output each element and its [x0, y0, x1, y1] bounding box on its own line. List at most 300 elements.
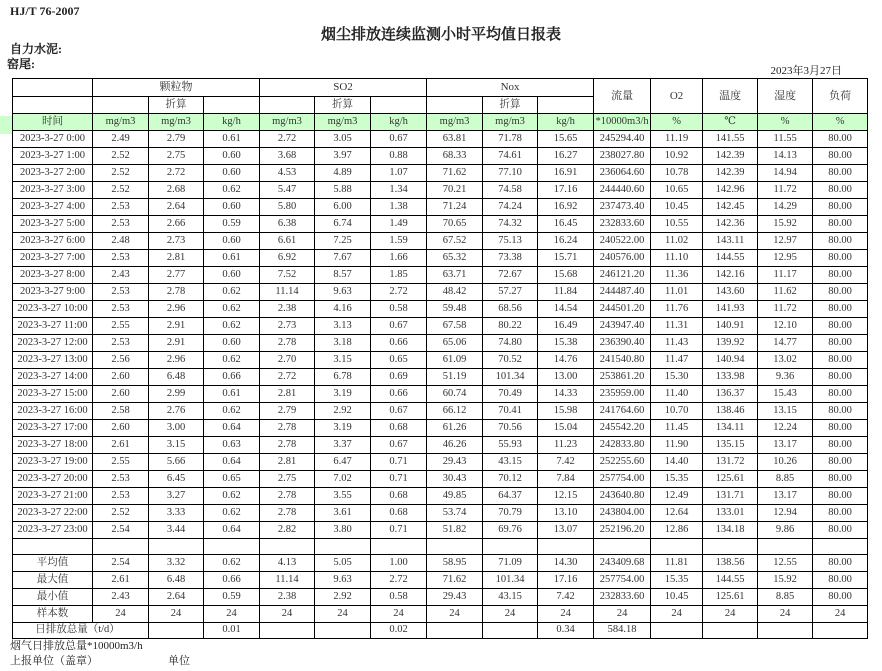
table-row	[13, 131, 868, 148]
value-cell: 80.00	[813, 216, 868, 233]
value-cell: 0.65	[371, 352, 427, 369]
value-cell: 3.00	[149, 420, 204, 437]
value-cell: 142.96	[703, 182, 758, 199]
value-cell: 6.61	[260, 233, 315, 250]
value-cell: 17.16	[538, 572, 594, 589]
value-cell: 2.52	[93, 182, 149, 199]
value-cell: 2.92	[315, 589, 371, 606]
value-cell: 2.53	[93, 301, 149, 318]
value-cell: 80.00	[813, 403, 868, 420]
value-cell: 0.62	[204, 301, 260, 318]
value-cell: 11.19	[651, 131, 703, 148]
value-cell: 68.56	[483, 301, 538, 318]
value-cell: 7.02	[315, 471, 371, 488]
value-cell: 70.52	[483, 352, 538, 369]
unit-cell: %	[651, 114, 703, 131]
value-cell: 140.91	[703, 318, 758, 335]
value-cell: 2.91	[149, 318, 204, 335]
value-cell: 12.24	[758, 420, 813, 437]
value-cell	[315, 623, 371, 639]
value-cell: 1.85	[371, 267, 427, 284]
value-cell: 0.62	[204, 352, 260, 369]
value-cell: 9.86	[758, 522, 813, 539]
value-cell: 80.00	[813, 454, 868, 471]
value-cell: 16.92	[538, 199, 594, 216]
value-cell: 6.47	[315, 454, 371, 471]
value-cell: 3.97	[315, 148, 371, 165]
value-cell: 43.15	[483, 454, 538, 471]
empty-cell	[93, 539, 149, 555]
summary-row	[13, 606, 868, 623]
value-cell: 2.38	[260, 589, 315, 606]
value-cell: 238027.80	[594, 148, 651, 165]
value-cell: 2.78	[149, 284, 204, 301]
table-row	[13, 233, 868, 250]
value-cell: 0.60	[204, 148, 260, 165]
value-cell: 2.64	[149, 589, 204, 606]
value-cell: 144.55	[703, 250, 758, 267]
value-cell: 77.10	[483, 165, 538, 182]
empty-cell	[538, 539, 594, 555]
empty-cell	[594, 539, 651, 555]
time-cell: 2023-3-27 9:00	[13, 284, 93, 301]
value-cell: 14.13	[758, 148, 813, 165]
value-cell: 14.76	[538, 352, 594, 369]
summary-row	[13, 555, 868, 572]
value-cell: 80.00	[813, 318, 868, 335]
value-cell: 11.14	[260, 572, 315, 589]
value-cell: 10.45	[651, 589, 703, 606]
value-cell: 80.00	[813, 471, 868, 488]
value-cell: 7.42	[538, 454, 594, 471]
value-cell: 24	[260, 606, 315, 623]
value-cell: 10.92	[651, 148, 703, 165]
value-cell: 24	[651, 606, 703, 623]
value-cell: 80.00	[813, 284, 868, 301]
value-cell: 15.68	[538, 267, 594, 284]
report-date: 2023年3月27日	[770, 65, 842, 77]
value-cell: 74.24	[483, 199, 538, 216]
empty-cell	[813, 539, 868, 555]
value-cell: 0.66	[371, 335, 427, 352]
value-cell: 133.01	[703, 505, 758, 522]
converted-header-particulate: 折算	[149, 97, 204, 114]
value-cell: 241764.60	[594, 403, 651, 420]
value-cell: 13.17	[758, 488, 813, 505]
value-cell: 14.94	[758, 165, 813, 182]
value-cell: 3.55	[315, 488, 371, 505]
value-cell: 15.92	[758, 216, 813, 233]
value-cell: 6.38	[260, 216, 315, 233]
value-cell: 16.45	[538, 216, 594, 233]
value-cell: 0.71	[371, 522, 427, 539]
value-cell: 15.35	[651, 572, 703, 589]
value-cell: 101.34	[483, 572, 538, 589]
value-cell: 57.27	[483, 284, 538, 301]
table-row	[13, 148, 868, 165]
value-cell: 0.58	[371, 301, 427, 318]
column-header-temperature: 温度	[703, 79, 758, 114]
value-cell: 74.61	[483, 148, 538, 165]
time-cell: 2023-3-27 23:00	[13, 522, 93, 539]
value-cell: 17.16	[538, 182, 594, 199]
value-cell: 49.85	[427, 488, 483, 505]
value-cell	[703, 623, 758, 639]
value-cell: 48.42	[427, 284, 483, 301]
value-cell: 74.80	[483, 335, 538, 352]
value-cell: 3.18	[315, 335, 371, 352]
unit-cell: ℃	[703, 114, 758, 131]
time-cell: 2023-3-27 12:00	[13, 335, 93, 352]
value-cell: 11.40	[651, 386, 703, 403]
value-cell: 138.56	[703, 555, 758, 572]
value-cell: 65.32	[427, 250, 483, 267]
value-cell: 1.38	[371, 199, 427, 216]
value-cell: 252196.20	[594, 522, 651, 539]
value-cell: 2.54	[93, 522, 149, 539]
value-cell: 15.71	[538, 250, 594, 267]
value-cell: 0.62	[204, 505, 260, 522]
empty-cell	[758, 539, 813, 555]
value-cell: 2.53	[93, 284, 149, 301]
value-cell: 2.54	[93, 555, 149, 572]
column-header-humidity: 湿度	[758, 79, 813, 114]
time-cell: 2023-3-27 7:00	[13, 250, 93, 267]
value-cell: 80.00	[813, 589, 868, 606]
value-cell: 2.52	[93, 165, 149, 182]
value-cell: 2.60	[93, 369, 149, 386]
value-cell: 67.52	[427, 233, 483, 250]
column-header-load: 负荷	[813, 79, 868, 114]
value-cell: 24	[315, 606, 371, 623]
value-cell: 11.01	[651, 284, 703, 301]
value-cell: 15.98	[538, 403, 594, 420]
value-cell: 0.67	[371, 318, 427, 335]
value-cell: 9.63	[315, 572, 371, 589]
value-cell: 0.68	[371, 505, 427, 522]
value-cell: 12.95	[758, 250, 813, 267]
value-cell	[260, 623, 315, 639]
column-header-o2: O2	[651, 79, 703, 114]
value-cell: 0.67	[371, 403, 427, 420]
value-cell: 3.61	[315, 505, 371, 522]
table-row	[13, 488, 868, 505]
value-cell: 24	[483, 606, 538, 623]
value-cell	[651, 623, 703, 639]
value-cell: 236064.60	[594, 165, 651, 182]
value-cell: 14.40	[651, 454, 703, 471]
value-cell: 2.60	[93, 386, 149, 403]
value-cell: 8.85	[758, 589, 813, 606]
value-cell: 71.24	[427, 199, 483, 216]
time-cell: 2023-3-27 1:00	[13, 148, 93, 165]
value-cell: 65.06	[427, 335, 483, 352]
value-cell: 11.72	[758, 182, 813, 199]
header-group-row	[13, 79, 868, 97]
value-cell: 0.62	[204, 284, 260, 301]
value-cell: 7.42	[538, 589, 594, 606]
value-cell: 257754.00	[594, 572, 651, 589]
table-row	[13, 403, 868, 420]
value-cell: 2.78	[260, 488, 315, 505]
value-cell: 142.39	[703, 165, 758, 182]
value-cell: 3.44	[149, 522, 204, 539]
value-cell: 71.62	[427, 572, 483, 589]
value-cell: 15.04	[538, 420, 594, 437]
empty-cell	[315, 539, 371, 555]
value-cell: 2.73	[260, 318, 315, 335]
summary-row	[13, 572, 868, 589]
value-cell: 0.34	[538, 623, 594, 639]
empty-cell	[204, 539, 260, 555]
value-cell: 11.10	[651, 250, 703, 267]
value-cell: 11.31	[651, 318, 703, 335]
value-cell: 51.82	[427, 522, 483, 539]
value-cell: 5.66	[149, 454, 204, 471]
company-label: 自力水泥:	[10, 42, 62, 56]
value-cell: 252255.60	[594, 454, 651, 471]
value-cell: 60.74	[427, 386, 483, 403]
value-cell: 70.21	[427, 182, 483, 199]
unit-label: 单位	[168, 655, 190, 667]
value-cell: 70.12	[483, 471, 538, 488]
left-edge-highlight	[0, 116, 12, 134]
value-cell: 69.76	[483, 522, 538, 539]
value-cell: 0.67	[371, 437, 427, 454]
value-cell: 2.72	[371, 572, 427, 589]
value-cell: 0.61	[204, 131, 260, 148]
value-cell: 143.60	[703, 284, 758, 301]
value-cell: 80.00	[813, 148, 868, 165]
value-cell: 125.61	[703, 471, 758, 488]
value-cell: 61.26	[427, 420, 483, 437]
table-row	[13, 352, 868, 369]
value-cell: 2.92	[315, 403, 371, 420]
value-cell: 0.62	[204, 403, 260, 420]
value-cell: 9.63	[315, 284, 371, 301]
table-row	[13, 165, 868, 182]
value-cell: 141.55	[703, 131, 758, 148]
value-cell: 0.62	[204, 555, 260, 572]
summary-label: 样本数	[13, 606, 93, 623]
value-cell: 125.61	[703, 589, 758, 606]
value-cell: 0.62	[204, 318, 260, 335]
value-cell: 2.52	[93, 505, 149, 522]
value-cell: 0.59	[204, 589, 260, 606]
summary-label: 最小值	[13, 589, 93, 606]
value-cell: 232833.60	[594, 216, 651, 233]
value-cell: 3.19	[315, 386, 371, 403]
value-cell: 2.43	[93, 589, 149, 606]
empty-cell	[427, 97, 483, 114]
table-row	[13, 505, 868, 522]
value-cell: 3.13	[315, 318, 371, 335]
value-cell: 53.74	[427, 505, 483, 522]
converted-header-nox: 折算	[483, 97, 538, 114]
table-row	[13, 335, 868, 352]
value-cell: 80.00	[813, 352, 868, 369]
table-row	[13, 199, 868, 216]
value-cell: 11.76	[651, 301, 703, 318]
summary-label: 最大值	[13, 572, 93, 589]
value-cell: 80.00	[813, 131, 868, 148]
unit-cell: mg/m3	[260, 114, 315, 131]
value-cell: 16.49	[538, 318, 594, 335]
value-cell: 4.13	[260, 555, 315, 572]
value-cell: 14.29	[758, 199, 813, 216]
value-cell: 5.05	[315, 555, 371, 572]
value-cell: 13.17	[758, 437, 813, 454]
value-cell: 232833.60	[594, 589, 651, 606]
value-cell: 3.68	[260, 148, 315, 165]
empty-cell	[93, 97, 149, 114]
table-row	[13, 471, 868, 488]
value-cell: 246121.20	[594, 267, 651, 284]
value-cell: 2.53	[93, 216, 149, 233]
value-cell: 29.43	[427, 454, 483, 471]
value-cell: 64.37	[483, 488, 538, 505]
value-cell: 11.81	[651, 555, 703, 572]
empty-cell	[538, 97, 594, 114]
empty-cell	[651, 539, 703, 555]
value-cell: 2.55	[93, 454, 149, 471]
value-cell: 0.59	[204, 216, 260, 233]
value-cell: 2.61	[93, 437, 149, 454]
unit-row	[13, 114, 868, 131]
empty-cell	[703, 539, 758, 555]
table-row	[13, 216, 868, 233]
value-cell: 70.49	[483, 386, 538, 403]
value-cell: 80.00	[813, 250, 868, 267]
value-cell	[813, 623, 868, 639]
value-cell: 11.14	[260, 284, 315, 301]
table-row	[13, 420, 868, 437]
value-cell: 2.81	[149, 250, 204, 267]
time-cell: 2023-3-27 15:00	[13, 386, 93, 403]
value-cell: 12.55	[758, 555, 813, 572]
time-cell: 2023-3-27 4:00	[13, 199, 93, 216]
value-cell: 12.97	[758, 233, 813, 250]
unit-cell: *10000m3/h	[594, 114, 651, 131]
value-cell: 80.00	[813, 267, 868, 284]
value-cell: 13.07	[538, 522, 594, 539]
value-cell: 0.71	[371, 454, 427, 471]
value-cell: 3.80	[315, 522, 371, 539]
value-cell: 80.00	[813, 555, 868, 572]
value-cell: 71.09	[483, 555, 538, 572]
empty-cell	[204, 97, 260, 114]
value-cell: 7.52	[260, 267, 315, 284]
value-cell: 15.38	[538, 335, 594, 352]
value-cell: 80.00	[813, 522, 868, 539]
value-cell: 6.00	[315, 199, 371, 216]
value-cell: 10.45	[651, 199, 703, 216]
value-cell: 142.39	[703, 148, 758, 165]
value-cell: 24	[538, 606, 594, 623]
value-cell: 4.53	[260, 165, 315, 182]
value-cell: 7.84	[538, 471, 594, 488]
time-cell: 2023-3-27 0:00	[13, 131, 93, 148]
value-cell: 2.43	[93, 267, 149, 284]
value-cell: 70.79	[483, 505, 538, 522]
value-cell: 67.58	[427, 318, 483, 335]
value-cell: 10.26	[758, 454, 813, 471]
value-cell: 24	[703, 606, 758, 623]
value-cell: 2.75	[149, 148, 204, 165]
value-cell: 55.93	[483, 437, 538, 454]
value-cell: 6.45	[149, 471, 204, 488]
value-cell: 2.53	[93, 250, 149, 267]
value-cell: 2.76	[149, 403, 204, 420]
time-cell: 2023-3-27 19:00	[13, 454, 93, 471]
empty-cell	[371, 539, 427, 555]
value-cell: 2.96	[149, 352, 204, 369]
table-row	[13, 301, 868, 318]
time-cell: 2023-3-27 13:00	[13, 352, 93, 369]
value-cell: 3.27	[149, 488, 204, 505]
value-cell: 13.00	[538, 369, 594, 386]
value-cell: 24	[204, 606, 260, 623]
value-cell: 63.71	[427, 267, 483, 284]
value-cell: 11.72	[758, 301, 813, 318]
group-header-nox: Nox	[427, 79, 594, 97]
value-cell: 70.56	[483, 420, 538, 437]
value-cell: 0.60	[204, 233, 260, 250]
value-cell: 10.78	[651, 165, 703, 182]
value-cell: 243640.80	[594, 488, 651, 505]
value-cell: 139.92	[703, 335, 758, 352]
value-cell: 243947.40	[594, 318, 651, 335]
value-cell: 24	[93, 606, 149, 623]
value-cell: 15.43	[758, 386, 813, 403]
value-cell: 240522.00	[594, 233, 651, 250]
unit-cell: mg/m3	[483, 114, 538, 131]
value-cell: 0.60	[204, 165, 260, 182]
value-cell: 7.25	[315, 233, 371, 250]
value-cell: 2.58	[93, 403, 149, 420]
value-cell: 14.33	[538, 386, 594, 403]
value-cell: 133.98	[703, 369, 758, 386]
value-cell: 10.70	[651, 403, 703, 420]
value-cell: 2.56	[93, 352, 149, 369]
time-cell: 2023-3-27 3:00	[13, 182, 93, 199]
table-row	[13, 250, 868, 267]
value-cell: 131.71	[703, 488, 758, 505]
value-cell: 136.37	[703, 386, 758, 403]
value-cell: 134.18	[703, 522, 758, 539]
value-cell: 11.47	[651, 352, 703, 369]
value-cell: 46.26	[427, 437, 483, 454]
value-cell	[483, 623, 538, 639]
value-cell: 2.78	[260, 420, 315, 437]
value-cell: 143.11	[703, 233, 758, 250]
value-cell: 80.00	[813, 437, 868, 454]
table-row	[13, 454, 868, 471]
value-cell: 0.63	[204, 437, 260, 454]
value-cell: 0.71	[371, 471, 427, 488]
value-cell: 2.79	[149, 131, 204, 148]
empty-cell	[427, 539, 483, 555]
value-cell: 12.94	[758, 505, 813, 522]
standard-code: HJ/T 76-2007	[10, 4, 80, 18]
empty-cell	[260, 97, 315, 114]
value-cell: 24	[758, 606, 813, 623]
value-cell: 8.57	[315, 267, 371, 284]
value-cell: 2.53	[93, 335, 149, 352]
value-cell: 3.19	[315, 420, 371, 437]
value-cell: 1.59	[371, 233, 427, 250]
value-cell: 240576.00	[594, 250, 651, 267]
